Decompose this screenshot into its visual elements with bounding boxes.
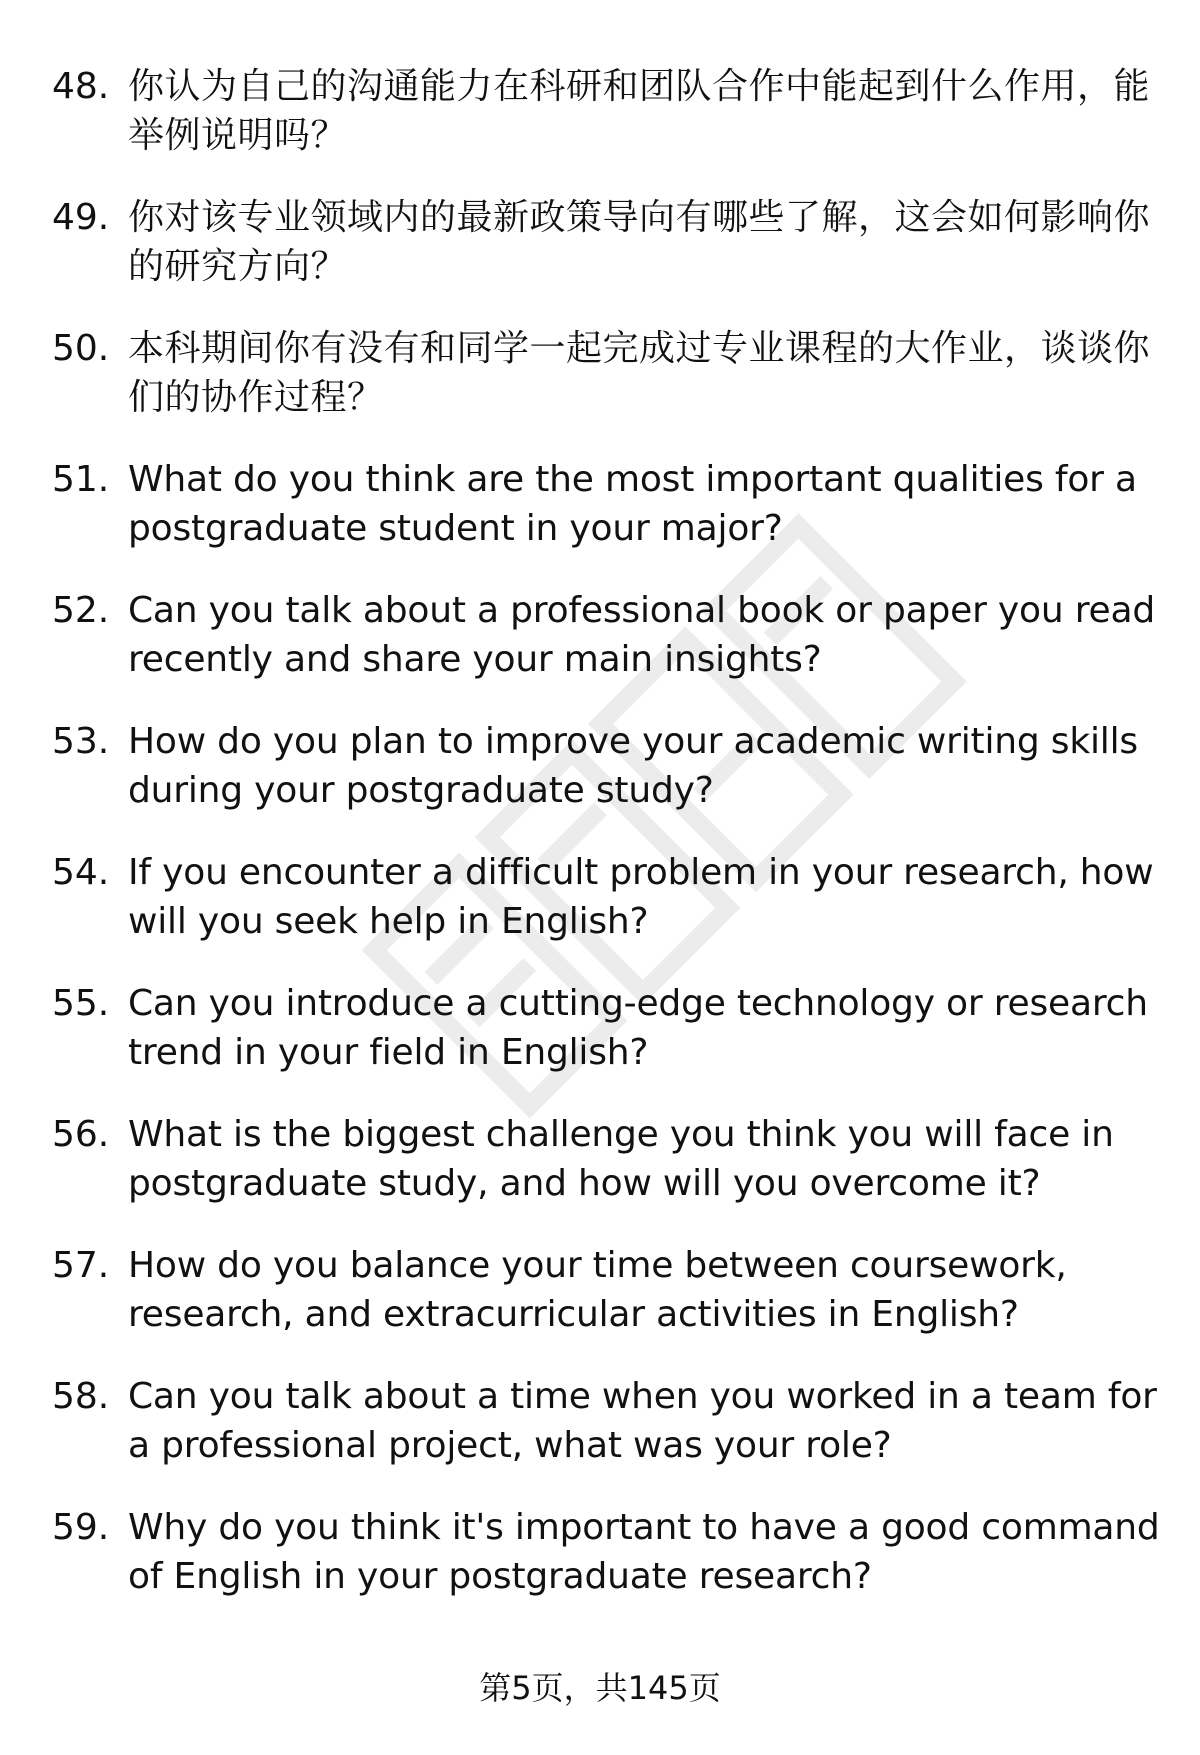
question-item [52,979,1162,1077]
question-text: Why do you think it's important to have a good command of English in your postgraduate research? [128,1507,1160,1597]
question-number: 52. [52,590,110,631]
question-number: 54. [52,852,110,893]
question-number: 50. [52,328,110,369]
question-text: 你认为自己的沟通能力在科研和团队合作中能起到什么作用，能举例说明吗？ [128,66,1151,156]
question-item [52,1503,1162,1601]
question-item [52,1241,1162,1339]
question-number: 57. [52,1245,110,1286]
page-number-footer: 第5页，共145页 [479,1669,721,1707]
question-number: 53. [52,721,110,762]
question-item [52,1372,1162,1470]
question-item [52,193,1162,291]
question-number: 49. [52,197,110,238]
question-list [52,62,1162,1634]
question-number: 51. [52,459,110,500]
question-item [52,848,1162,946]
question-item [52,586,1162,684]
question-text: Can you introduce a cutting-edge technology or research trend in your field in English? [128,983,1148,1073]
question-number: 55. [52,983,110,1024]
question-text: If you encounter a difficult problem in your research, how will you seek help in English? [128,852,1154,942]
question-text: What is the biggest challenge you think you will face in postgraduate study, and how will you overcome it? [128,1114,1114,1204]
question-text: 本科期间你有没有和同学一起完成过专业课程的大作业，谈谈你们的协作过程？ [128,328,1151,418]
question-number: 48. [52,66,110,107]
question-item [52,717,1162,815]
question-text: Can you talk about a time when you worked in a team for a professional project, what was your role? [128,1376,1157,1466]
question-item [52,455,1162,553]
question-number: 59. [52,1507,110,1548]
question-text: Can you talk about a professional book or paper you read recently and share your main insights? [128,590,1155,680]
question-item [52,1110,1162,1208]
question-text: How do you balance your time between coursework, research, and extracurricular activities in English? [128,1245,1067,1335]
question-text: What do you think are the most important qualities for a postgraduate student in your major? [128,459,1137,549]
question-text: 你对该专业领域内的最新政策导向有哪些了解，这会如何影响你的研究方向？ [128,197,1151,287]
question-number: 56. [52,1114,110,1155]
question-number: 58. [52,1376,110,1417]
question-item [52,62,1162,160]
question-text: How do you plan to improve your academic writing skills during your postgraduate study? [128,721,1138,811]
question-item [52,324,1162,422]
